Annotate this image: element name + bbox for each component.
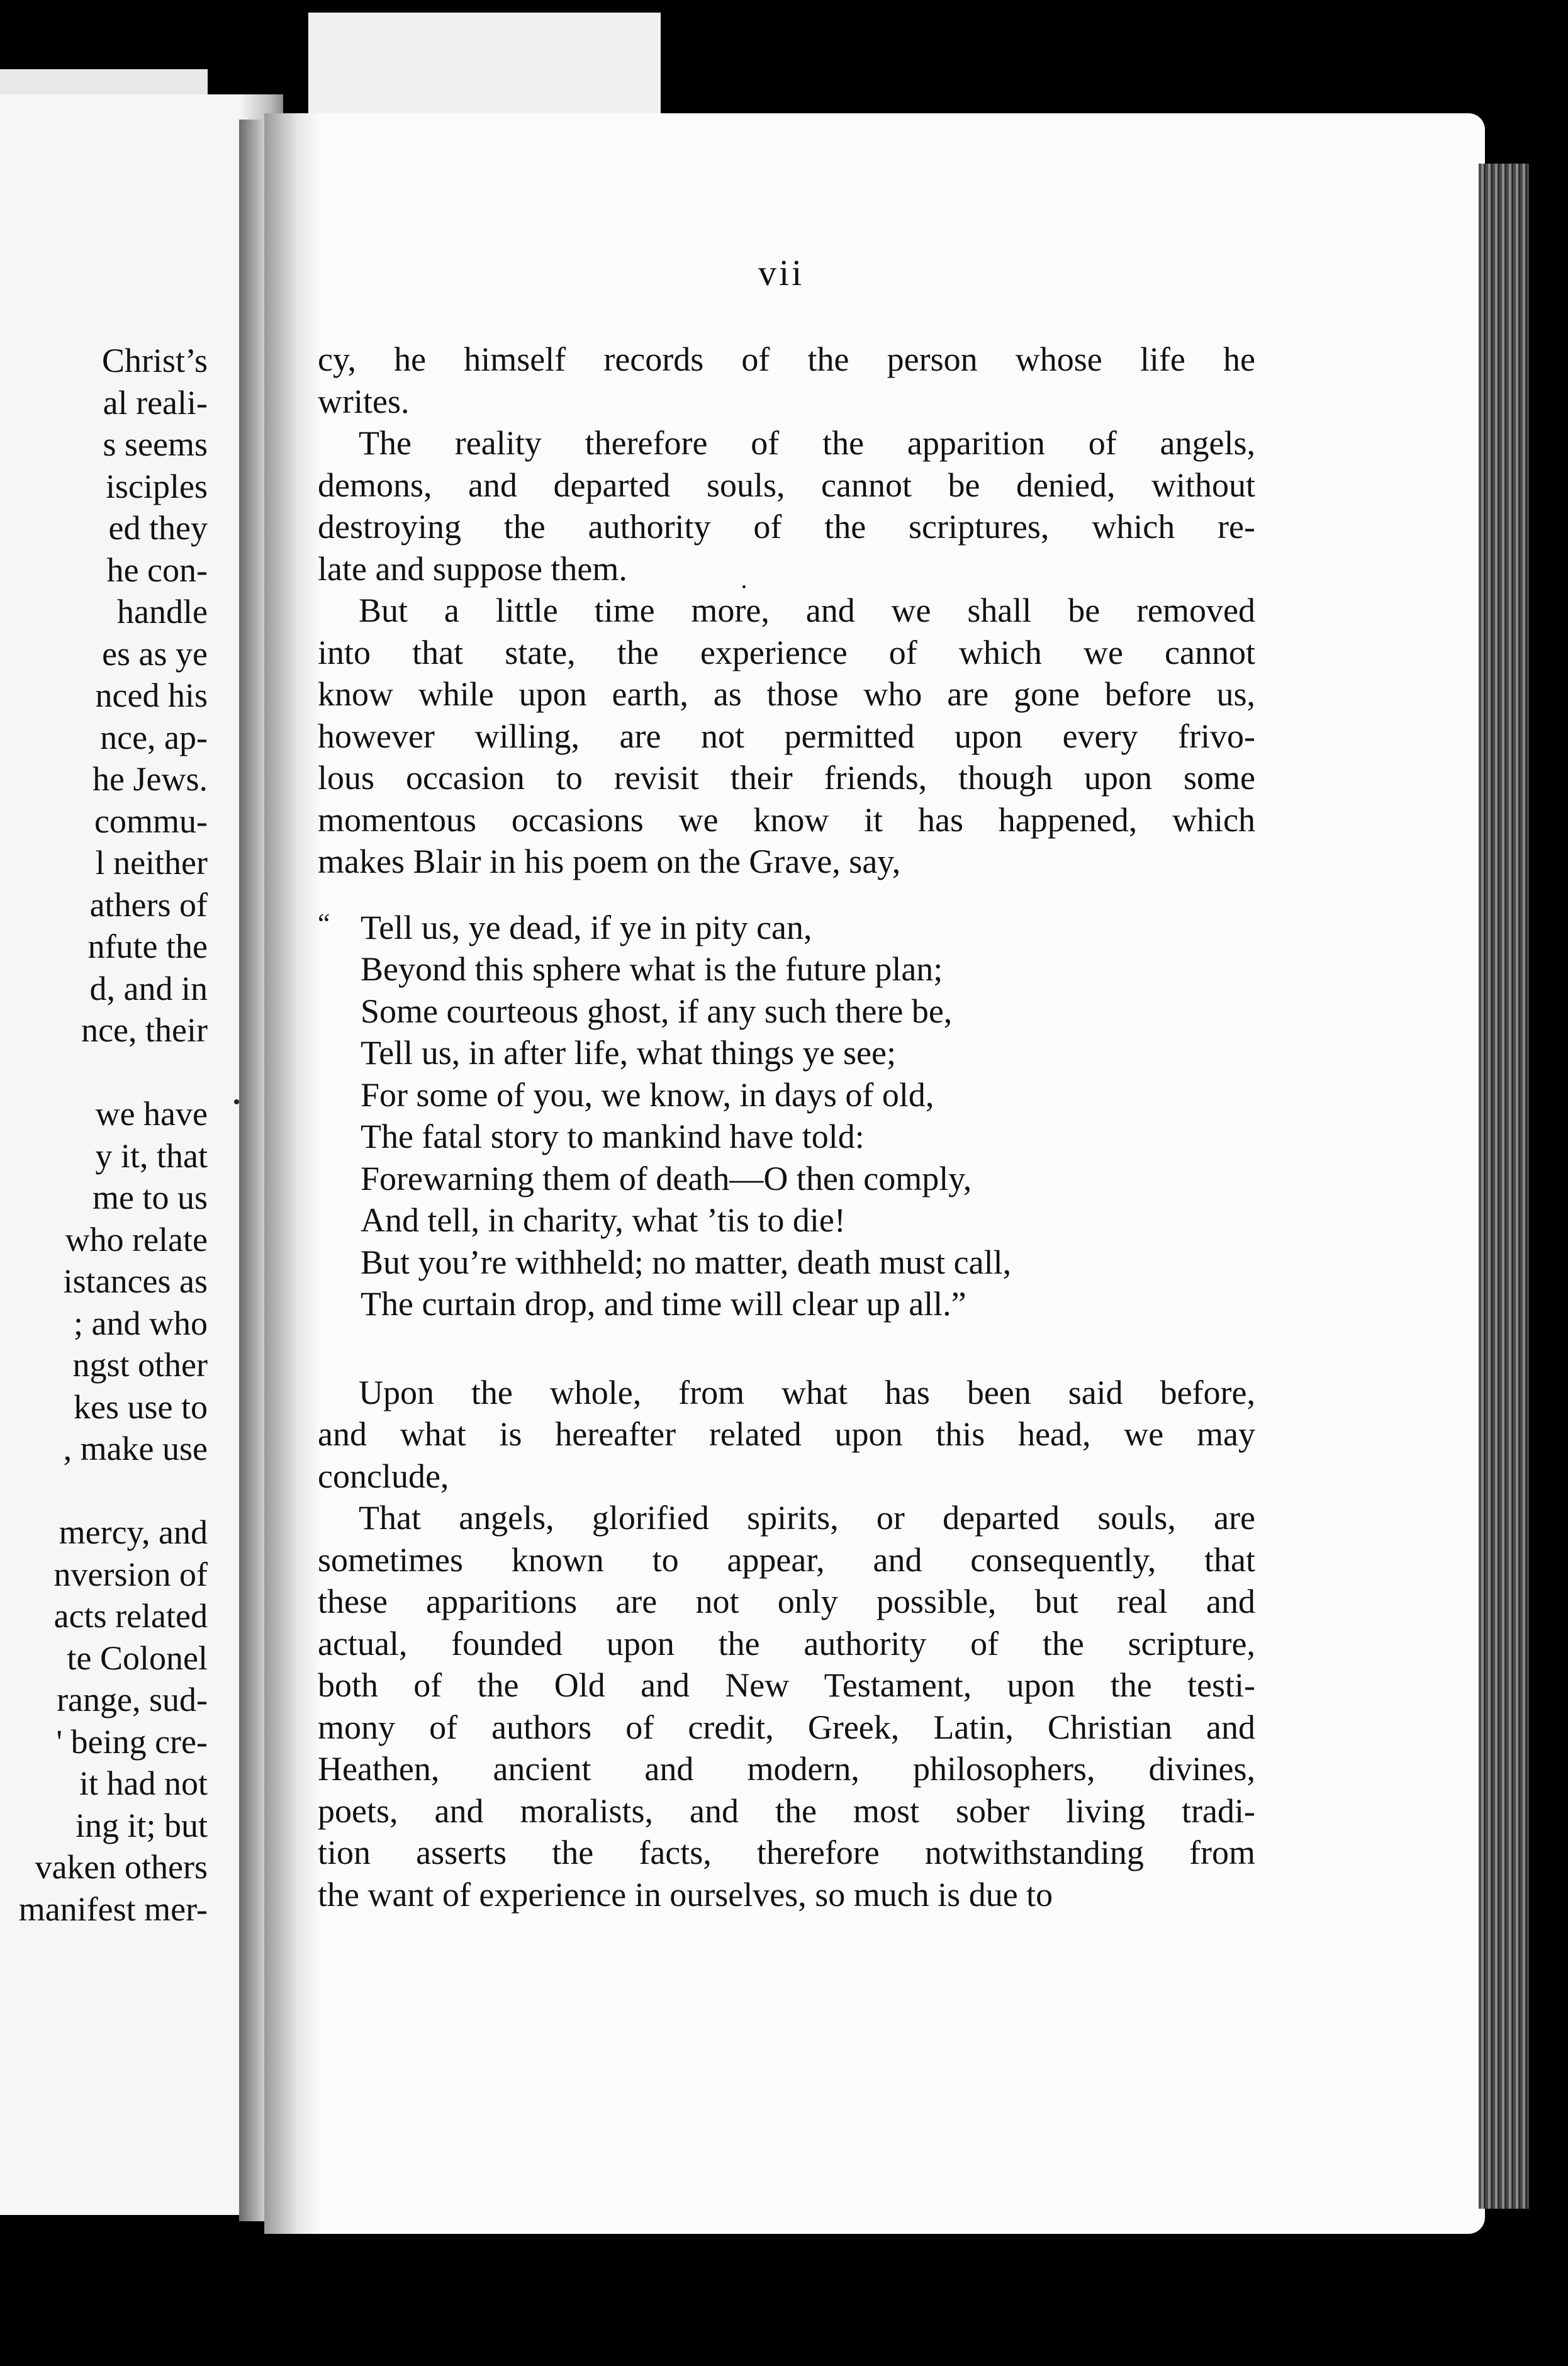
- poem-line: [318, 1032, 1255, 1074]
- text-line: writes.: [318, 382, 410, 420]
- text-line: demons, and departed souls, cannot be denied, without: [318, 466, 1255, 504]
- facing-page-line: te Colonel: [67, 1639, 208, 1677]
- facing-page-line: al reali-: [103, 383, 208, 422]
- text-line: conclude,: [318, 1457, 449, 1495]
- poem-line-text: The curtain drop, and time will clear up all.”: [361, 1285, 966, 1323]
- facing-page-line: , make use: [63, 1430, 208, 1467]
- text-line: But a little time more, and we shall be removed: [359, 592, 1255, 629]
- text-line: Heathen, ancient and modern, philosophers, divines,: [318, 1750, 1255, 1788]
- facing-page-line: ing it; but: [75, 1806, 208, 1844]
- poem-line: [318, 1116, 1255, 1158]
- facing-page-line: nfute the: [87, 928, 208, 965]
- text-line: know while upon earth, as those who are gone before us,: [318, 675, 1255, 713]
- facing-page-line: he con-: [106, 551, 208, 589]
- text-line: late and suppose them.: [318, 549, 627, 588]
- facing-page-line: [0, 1051, 208, 1094]
- ink-speck: [234, 1099, 239, 1104]
- poem-line-text: Some courteous ghost, if any such there be,: [361, 992, 953, 1030]
- poem-line: [318, 1074, 1255, 1116]
- text-line: both of the Old and New Testament, upon the testi-: [318, 1666, 1255, 1704]
- page-number: vii: [758, 252, 805, 293]
- open-quote-mark: “: [318, 907, 330, 939]
- facing-page-line: athers of: [89, 885, 208, 924]
- text-line: sometimes known to appear, and consequently, that: [318, 1540, 1255, 1579]
- facing-page-line: Christ’s: [101, 342, 208, 379]
- poem-line: [318, 990, 1255, 1033]
- facing-page-line: nced his: [95, 676, 208, 714]
- facing-page-line: s seems: [103, 425, 208, 463]
- facing-page-line: he Jews.: [92, 760, 208, 798]
- text-line: destroying the authority of the scriptures, which re-: [318, 508, 1255, 546]
- text-line: momentous occasions we know it has happened, which: [318, 800, 1255, 839]
- facing-page-line: d, and in: [89, 969, 208, 1007]
- facing-page-line: acts related: [53, 1597, 208, 1635]
- facing-page-line: manifest mer-: [18, 1890, 208, 1928]
- facing-page-line: commu-: [94, 802, 208, 840]
- text-line: cy, he himself records of the person whose life he: [318, 340, 1255, 378]
- page-body-text: [318, 339, 1255, 1915]
- facing-page-line: [0, 1470, 208, 1512]
- text-line: and what is hereafter related upon this head, we may: [318, 1415, 1255, 1453]
- text-line: Upon the whole, from what has been said before,: [359, 1373, 1255, 1411]
- stanza-spacing: [318, 883, 1255, 907]
- facing-page-line: ngst other: [72, 1346, 208, 1384]
- poem-line: [318, 948, 1255, 990]
- text-line: these apparitions are not only possible, but real and: [318, 1583, 1255, 1620]
- poem-line-text: The fatal story to mankind have told:: [361, 1118, 865, 1155]
- poem-line-text: Tell us, in after life, what things ye see;: [361, 1034, 896, 1072]
- poem-line-text: Tell us, ye dead, if ye in pity can,: [361, 908, 812, 946]
- poem-line-text: But you’re withheld; no matter, death must call,: [361, 1243, 1012, 1281]
- facing-page-line: istances as: [63, 1262, 208, 1300]
- facing-page-line: me to us: [92, 1179, 208, 1216]
- text-line: tion asserts the facts, therefore notwithstanding from: [318, 1834, 1255, 1871]
- facing-page-line: kes use to: [74, 1388, 208, 1426]
- page-edge-stack: [1479, 164, 1529, 2209]
- facing-page-line: mercy, and: [59, 1513, 208, 1551]
- facing-page-line: ed they: [108, 509, 208, 547]
- text-line: mony of authors of credit, Greek, Latin, Christian and: [318, 1708, 1255, 1746]
- facing-page-line: nversion of: [53, 1555, 208, 1593]
- poem-line-text: And tell, in charity, what ’tis to die!: [361, 1201, 846, 1239]
- facing-page-text: [0, 340, 208, 1930]
- poem-line-text: Forewarning them of death—O then comply,: [361, 1159, 972, 1197]
- stanza-spacing: [318, 1325, 1255, 1372]
- facing-page-line: y it, that: [95, 1136, 208, 1175]
- facing-page-line: nce, ap-: [100, 718, 208, 756]
- facing-page-line: l neither: [95, 844, 208, 882]
- ink-speck: [742, 585, 746, 588]
- facing-page-line: isciples: [106, 467, 208, 505]
- facing-page-line: it had not: [79, 1764, 208, 1802]
- facing-page-line: who relate: [65, 1220, 208, 1259]
- facing-page-line: range, sud-: [57, 1681, 208, 1718]
- poem-line: [318, 907, 1255, 949]
- text-line: poets, and moralists, and the most sober living tradi-: [318, 1791, 1255, 1830]
- text-line: That angels, glorified spirits, or departed souls, are: [359, 1499, 1255, 1537]
- text-line: lous occasion to revisit their friends, though upon some: [318, 759, 1255, 797]
- text-line: actual, founded upon the authority of the scripture,: [318, 1624, 1255, 1662]
- poem-line: [318, 1158, 1255, 1200]
- text-line: makes Blair in his poem on the Grave, say,: [318, 843, 901, 880]
- main-page-gutter: [264, 113, 321, 2234]
- poem-line-text: Beyond this sphere what is the future plan;: [361, 950, 943, 988]
- text-line: however willing, are not permitted upon every frivo-: [318, 717, 1255, 755]
- facing-page-line: ; and who: [74, 1304, 208, 1342]
- text-line: into that state, the experience of which we cannot: [318, 633, 1255, 671]
- poem-line: [318, 1283, 1255, 1325]
- paper-scrap-top: [308, 13, 661, 120]
- poem-line: [318, 1242, 1255, 1284]
- facing-page-line: handle: [117, 593, 208, 631]
- poem-line: [318, 1199, 1255, 1242]
- facing-page-line: es as ye: [102, 634, 208, 673]
- poem-line-text: For some of you, we know, in days of old,: [361, 1075, 934, 1114]
- text-line: The reality therefore of the apparition of angels,: [359, 424, 1255, 462]
- text-line: the want of experience in ourselves, so much is due to: [318, 1875, 1053, 1914]
- facing-page-line: we have: [95, 1095, 208, 1133]
- facing-page-line: ' being cre-: [56, 1722, 208, 1761]
- facing-page-line: vaken others: [35, 1848, 208, 1886]
- facing-page-line: nce, their: [81, 1011, 208, 1049]
